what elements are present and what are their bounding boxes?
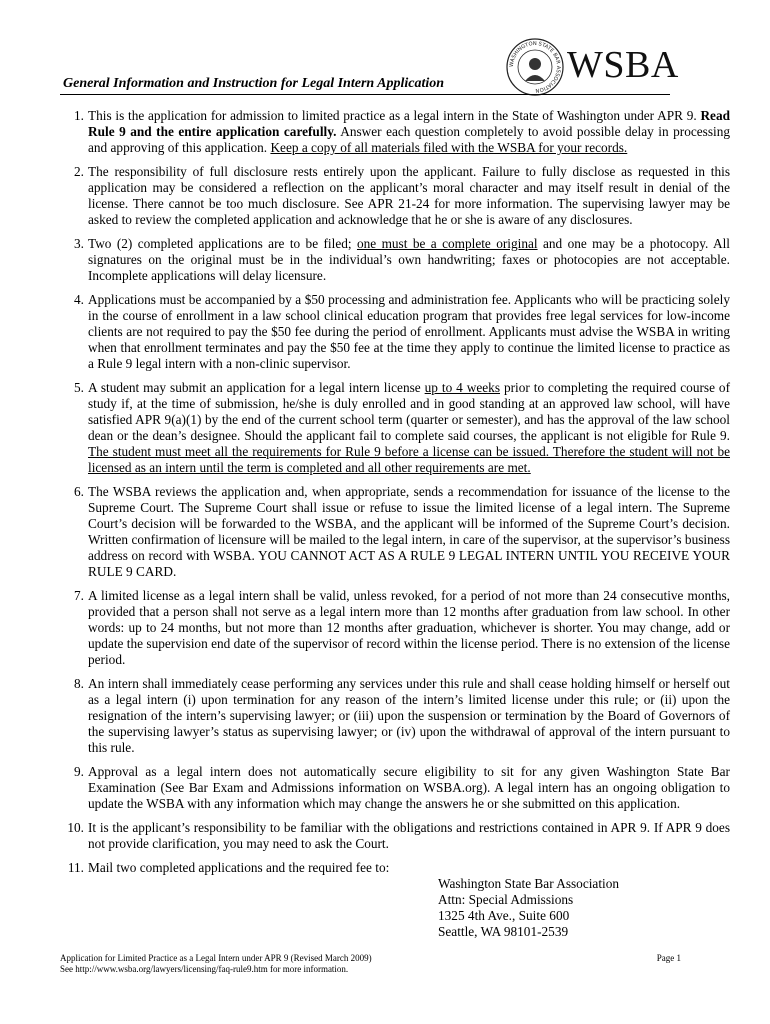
list-item: 1. This is the application for admission to limited practice as a legal intern in the State of Washington under APR 9. Read Rule 9 and the entire application carefully. Answer each question completely to avoid possible delay in processing and approving of this application. Keep a copy of all materials filed with the WSBA for your records. bbox=[74, 108, 730, 155]
page-title: General Information and Instruction for Legal Intern Application bbox=[63, 76, 445, 91]
footer-link: See http://www.wsba.org/lawyers/licensing/faq-rule9.htm for more information. bbox=[60, 964, 349, 974]
list-item: 6. The WSBA reviews the application and, when appropriate, sends a recommendation for issuance of the license to the Supreme Court. The Supreme Court shall issue or refuse to issue the limited license of a legal intern. The Supreme Court’s decision will be forwarded to the WSBA, and the applicant will be informed of the Supreme Court’s decision. Written confirmation of licensure will be mailed to the legal intern, in care of the supervisor, at the supervisor’s business address on record with WSBA. YOU CANNOT ACT AS A RULE 9 LEGAL INTERN UNTIL YOU RECEIVE YOUR RULE 9 CARD. bbox=[74, 484, 730, 579]
page-footer bbox=[60, 953, 681, 975]
title-divider bbox=[60, 94, 670, 95]
list-item: 7. A limited license as a legal intern shall be valid, unless revoked, for a period of not more than 24 consecutive months, provided that a person shall not serve as a legal intern more than 12 months after graduation from law school. In other words: up to 24 months, but not more than 12 months after graduation, whichever is shorter. You may change, add or update the supervision end date of the supervisor of record within the license period. There is no extension of the license period. bbox=[74, 588, 730, 667]
list-item: 9. Approval as a legal intern does not automatically secure eligibility to sit for any given Washington State Bar Examination (See Bar Exam and Admissions information on WSBA.org). A legal intern has an ongoing obligation to update the WSBA with any information which may change the answers he or she submitted on this application. bbox=[74, 764, 730, 811]
address-line: Seattle, WA 98101-2539 bbox=[438, 924, 569, 939]
wsba-wordmark: WSBA bbox=[567, 44, 679, 86]
list-item: 11. Mail two completed applications and the required fee to: bbox=[67, 860, 390, 875]
footer-revision: Application for Limited Practice as a Legal Intern under APR 9 (Revised March 2009) bbox=[60, 953, 372, 963]
svg-text:WASHINGTON STATE BAR ASSOCIATI: WASHINGTON STATE BAR ASSOCIATION bbox=[508, 40, 562, 94]
list-item: 4. Applications must be accompanied by a $50 processing and administration fee. Applicants who will be practicing solely in the course of enrollment in a law school clinical education program that provides free legal services for low-income clients are not required to pay the $50 fee during the period of enrollment. Applicants must advise the WSBA in writing when that enrollment terminates and pay the $50 fee at the time they apply to continue the limited license to practice as a Rule 9 legal intern with a non-clinic supervisor. bbox=[74, 292, 730, 371]
list-item: 2. The responsibility of full disclosure rests entirely upon the applicant. Failure to fully disclose as requested in this application may be considered a reflection on the applicant’s moral character and may itself result in denial of the license. There cannot be too much disclosure. See APR 21-24 for more information. The supervising lawyer may be asked to review the completed application and acknowledge that he or she is aware of any disclosures. bbox=[74, 164, 730, 227]
list-item: 10. It is the applicant’s responsibility to be familiar with the obligations and restrictions contained in APR 9. If APR 9 does not provide clarification, you may need to ask the Court. bbox=[67, 820, 730, 851]
seal-icon bbox=[505, 37, 565, 97]
address-line: 1325 4th Ave., Suite 600 bbox=[438, 908, 570, 923]
wsba-logo bbox=[505, 37, 690, 97]
list-item: 5. A student may submit an application for a legal intern license up to 4 weeks prior to completing the required course of study if, at the time of submission, he/she is duly enrolled and in good standing at an approved law school, will have satisfied APR 9(a)(1) by the end of the current school term (quarter or semester), and has the approval of the law school dean or the dean’s designee. Should the applicant fail to complete said courses, the applicant is not eligible for Rule 9. The student must meet all the requirements for Rule 9 before a license can be issued. Therefore the student will not be licensed as an intern until the term is completed and all other requirements are met. bbox=[74, 380, 731, 475]
instructions-list bbox=[60, 108, 730, 884]
page-number: Page 1 bbox=[656, 953, 681, 963]
address-line: Attn: Special Admissions bbox=[438, 892, 574, 907]
list-item: 8. An intern shall immediately cease performing any services under this rule and shall cease holding himself or herself out as a legal intern (i) upon termination for any reason of the intern’s limited license under this rule; or (ii) upon the resignation of the intern’s supervising lawyer; or (iii) upon the suspension or termination by the Board of Governors of the supervising lawyer’s status as supervising lawyer; or (iv) upon the withdrawal of approval of the intern pursuant to this rule. bbox=[74, 676, 730, 755]
mailing-address bbox=[438, 876, 619, 940]
address-line: Washington State Bar Association bbox=[438, 876, 620, 891]
list-item: 3. Two (2) completed applications are to be filed; one must be a complete original and one may be a photocopy. All signatures on the original must be in the individual’s own handwriting; faxes or photocopies are not acceptable. Incomplete applications will delay licensure. bbox=[74, 236, 730, 283]
